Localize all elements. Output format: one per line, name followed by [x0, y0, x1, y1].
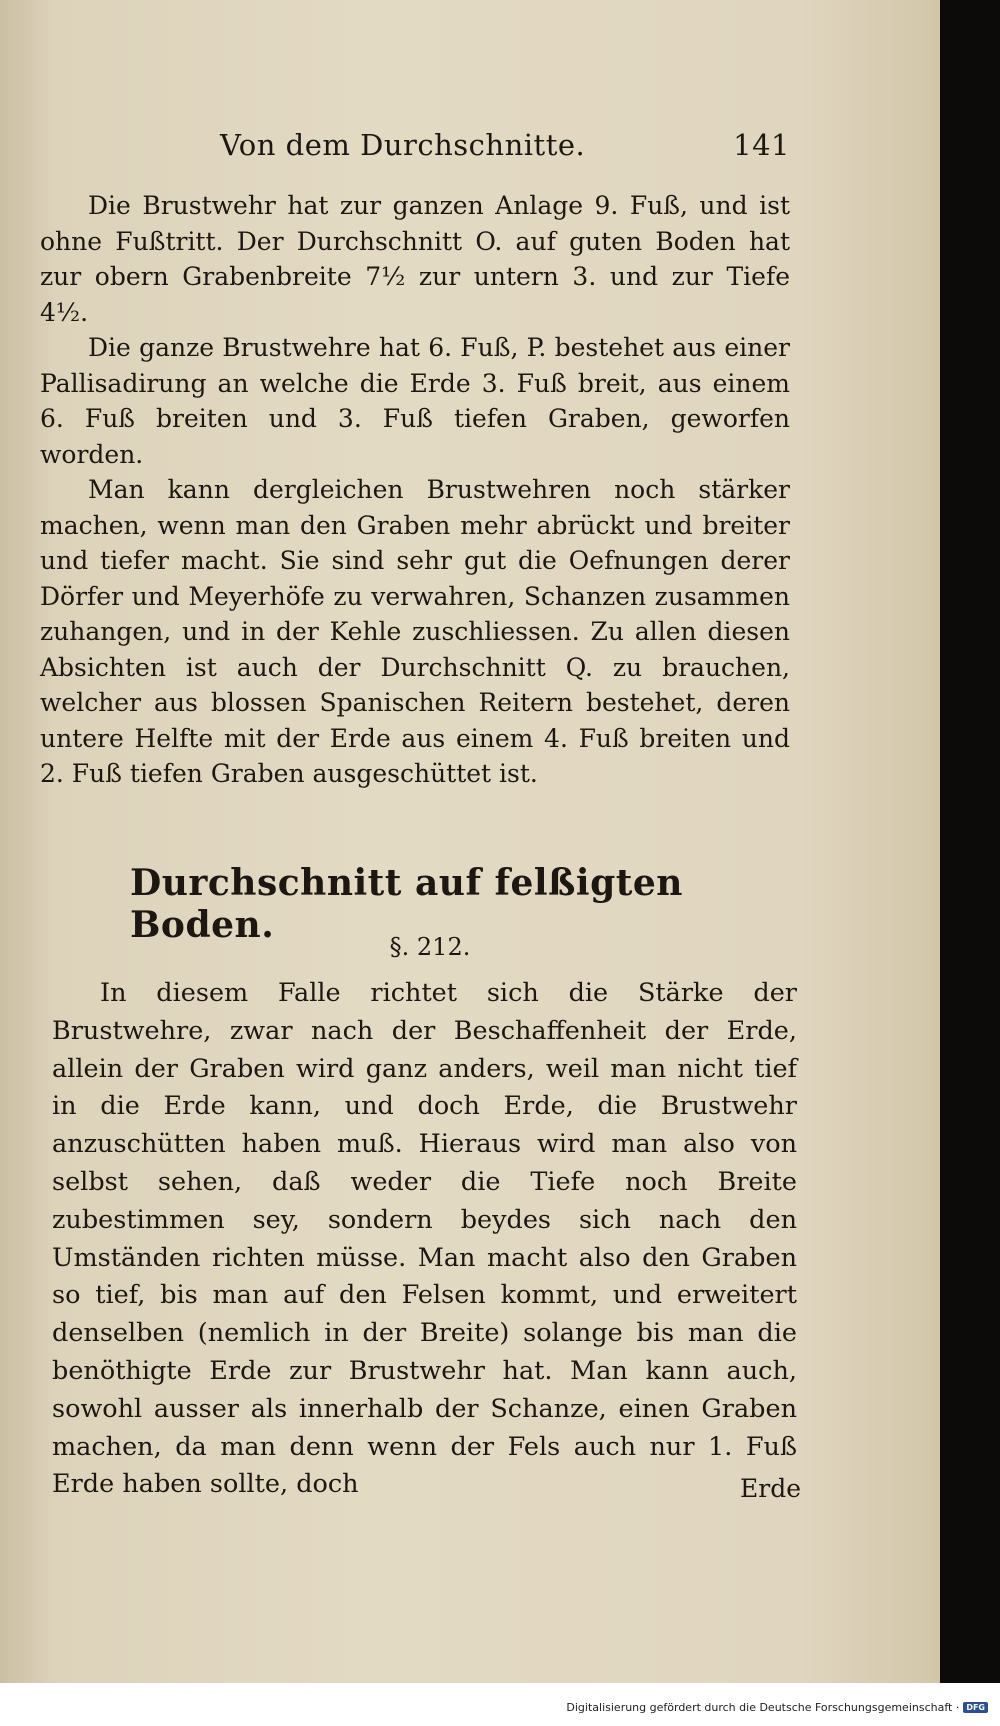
running-title: Von dem Durchschnitte.: [220, 128, 586, 162]
footer-credit: [566, 1701, 988, 1714]
text-block-bottom: [52, 975, 797, 1504]
footer-credit-text: Digitalisierung gefördert durch die Deutsche Forschungsgemeinschaft ·: [566, 1701, 960, 1714]
paragraph: Die ganze Brustwehre hat 6. Fuß, P. bestehet aus einer Pallisadirung an welche die Erde 3. Fuß breit, aus einem 6. Fuß breiten und 3. Fuß tiefen Graben, geworfen worden.: [40, 333, 790, 469]
catchword: Erde: [740, 1474, 801, 1503]
section-heading: Durchschnitt auf felßigten Boden.: [130, 862, 683, 946]
scan-dark-edge: [940, 0, 1000, 1683]
paragraph: Man kann dergleichen Brustwehren noch stärker machen, wenn man den Graben mehr abrückt und breiter und tiefer macht. Sie sind sehr gut die Oefnungen derer Dörfer und Meyerhöfe zu verwahren, Schanzen zusammen zuhangen, und in der Kehle zuschliessen. Zu allen diesen Absichten ist auch der Durchschnitt Q. zu brauchen, welcher aus blossen Spanischen Reitern bestehet, deren untere Helfte mit der Erde aus einem 4. Fuß breiten und 2. Fuß tiefen Graben ausgeschüttet ist.: [40, 475, 790, 788]
paragraph: Die Brustwehr hat zur ganzen Anlage 9. Fuß, und ist ohne Fußtritt. Der Durchschnitt O. auf guten Boden hat zur obern Grabenbreite 7½ zur untern 3. und zur Tiefe 4½.: [40, 191, 790, 327]
dfg-logo-icon: DFG: [963, 1702, 988, 1713]
text-block-top: [40, 188, 790, 792]
section-number: §. 212.: [389, 933, 471, 961]
running-head: [220, 128, 790, 162]
paragraph: In diesem Falle richtet sich die Stärke der Brustwehre, zwar nach der Beschaffenheit der Erde, allein der Graben wird ganz anders, weil man nicht tief in die Erde kann, und doch Erde, die Brustwehr anzuschütten haben muß. Hieraus wird man also von selbst sehen, daß weder die Tiefe noch Breite zubestimmen sey, sondern beydes sich nach den Umständen richten müsse. Man macht also den Graben so tief, bis man auf den Felsen kommt, und erweitert denselben (nemlich in der Breite) solange bis man die benöthigte Erde zur Brustwehr hat. Man kann auch, sowohl ausser als innerhalb der Schanze, einen Graben machen, da man denn wenn der Fels auch nur 1. Fuß Erde haben sollte, doch: [52, 978, 797, 1500]
page-number: 141: [733, 128, 790, 162]
